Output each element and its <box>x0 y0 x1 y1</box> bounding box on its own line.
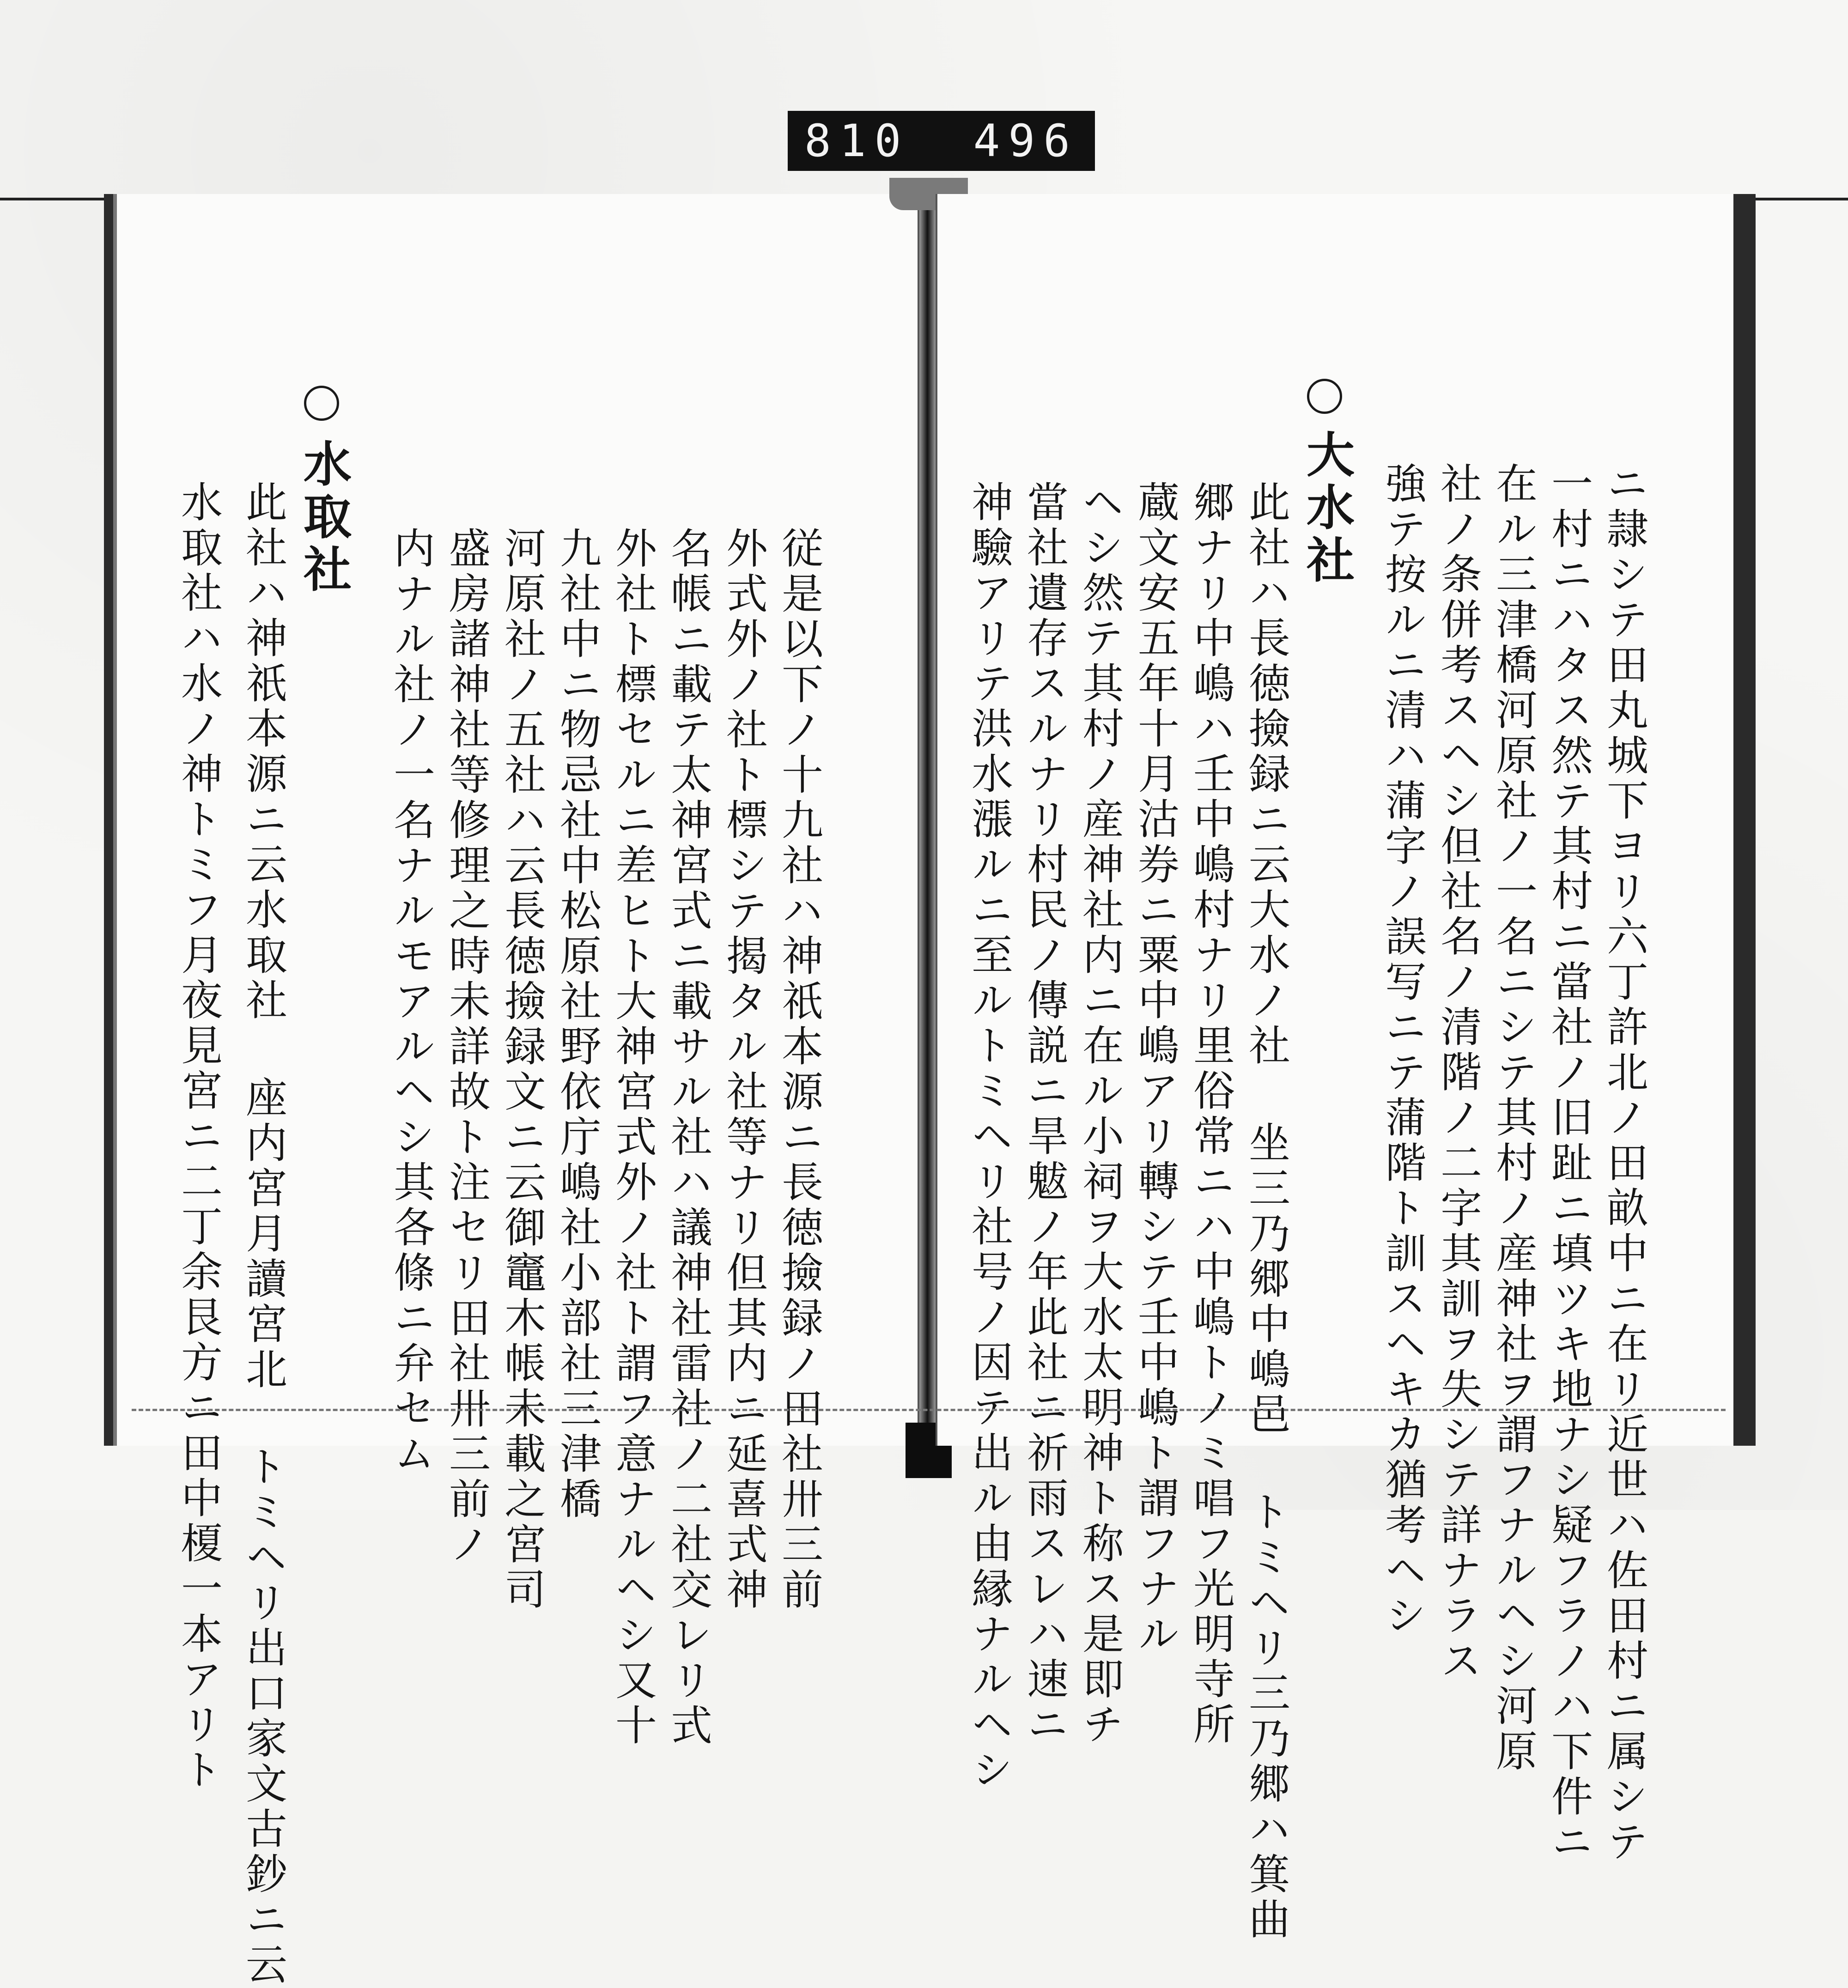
right-section-title: 大水社 <box>1298 430 1355 588</box>
right-page <box>936 194 1756 1943</box>
page-bottom-edge <box>132 1409 1726 1411</box>
left-line-1: 従是以下ノ十九社ハ神祇本源ニ長徳撿録ノ田社卅三前 <box>774 527 823 1613</box>
right-line-2: 一村ニハタス然テ其村ニ當社ノ旧趾ニ填ツキ地ナシ疑フラノハ下件ニ <box>1544 462 1593 1865</box>
left-line-8: 内ナル社ノ一名ナルモアルヘシ其各條ニ弁セム <box>386 527 435 1477</box>
catalog-label-left: 810 <box>804 115 910 167</box>
left-line-3: 名帳ニ載テ太神宮式ニ載サル社ハ議神社雷社ノ二社交レリ式 <box>663 527 712 1749</box>
left-section-circle <box>304 386 339 421</box>
open-book <box>104 194 1756 1988</box>
right-line-4: 社ノ条併考スヘシ但社名ノ清階ノ二字其訓ヲ失シテ詳ナラス <box>1433 462 1482 1684</box>
right-section-line-3: 蔵文安五年十月沽券ニ粟中嶋アリ轉シテ壬中嶋ト謂フナル <box>1131 480 1179 1657</box>
right-section-circle <box>1307 379 1342 414</box>
catalog-label <box>788 111 1095 171</box>
right-section-line-5: 當社遺存スルナリ村民ノ傳説ニ旱魃ノ年此社ニ祈雨スレハ速ニ <box>1020 480 1068 1748</box>
left-line-6: 河原社ノ五社ハ云長徳撿録文ニ云御竈木帳未載之宮司 <box>497 527 546 1613</box>
left-line-4: 外社ト標セルニ差ヒト大神宮式外ノ社ト謂フ意ナルヘシ又十 <box>608 527 657 1749</box>
right-line-3: 在ル三津橋河原社ノ一名ニシテ其村ノ産神社ヲ謂フナルヘシ河原 <box>1489 462 1537 1775</box>
right-section-line-4: ヘシ然テ其村ノ産神社内ニ在ル小祠ヲ大水太明神ト称ス是即チ <box>1075 480 1124 1748</box>
left-line-2: 外式外ノ社ト標シテ揭タル社等ナリ但其内ニ延喜式神 <box>719 527 767 1613</box>
right-section-line-1: 此社ハ長徳撿録ニ云大水ノ社 坐三乃郷中嶋邑 トミヘリ三乃郷ハ箕曲 <box>1241 480 1290 1943</box>
left-page <box>104 194 919 1988</box>
right-section-line-2: 郷ナリ中嶋ハ壬中嶋村ナリ里俗常ニハ中嶋トノミ唱フ光明寺所 <box>1186 480 1234 1748</box>
left-section-line-2: 水取社ハ水ノ神トミフ月夜見宮ニ二丁余艮方ニ田中榎一本アリト <box>174 480 222 1793</box>
right-line-5: 強テ按ルニ清ハ蒲字ノ誤写ニテ蒲階ト訓スヘキカ猶考ヘシ <box>1378 462 1426 1639</box>
book-spine <box>919 194 936 1446</box>
left-section-title: 水取社 <box>295 439 352 597</box>
right-section-line-6: 神驗アリテ洪水漲ルニ至ルトミヘリ社号ノ因テ出ル由縁ナルヘシ <box>964 480 1013 1793</box>
left-section-line-1: 此社ハ神祇本源ニ云水取社 座内宮月讀宮北 トミヘリ出口家文古鈔ニ云 <box>238 480 287 1988</box>
right-line-1: ニ隷シテ田丸城下ヨリ六丁許北ノ田畝中ニ在リ近世ハ佐田村ニ属シテ <box>1599 462 1648 1865</box>
catalog-label-right: 496 <box>973 115 1078 167</box>
left-line-7: 盛房諸神社等修理之時未詳故ト注セリ田社卅三前ノ <box>442 527 490 1568</box>
left-page-edge <box>113 194 117 1446</box>
left-line-5: 九社中ニ物忌社中松原社野依庁嶋社小部社三津橋 <box>553 527 601 1522</box>
